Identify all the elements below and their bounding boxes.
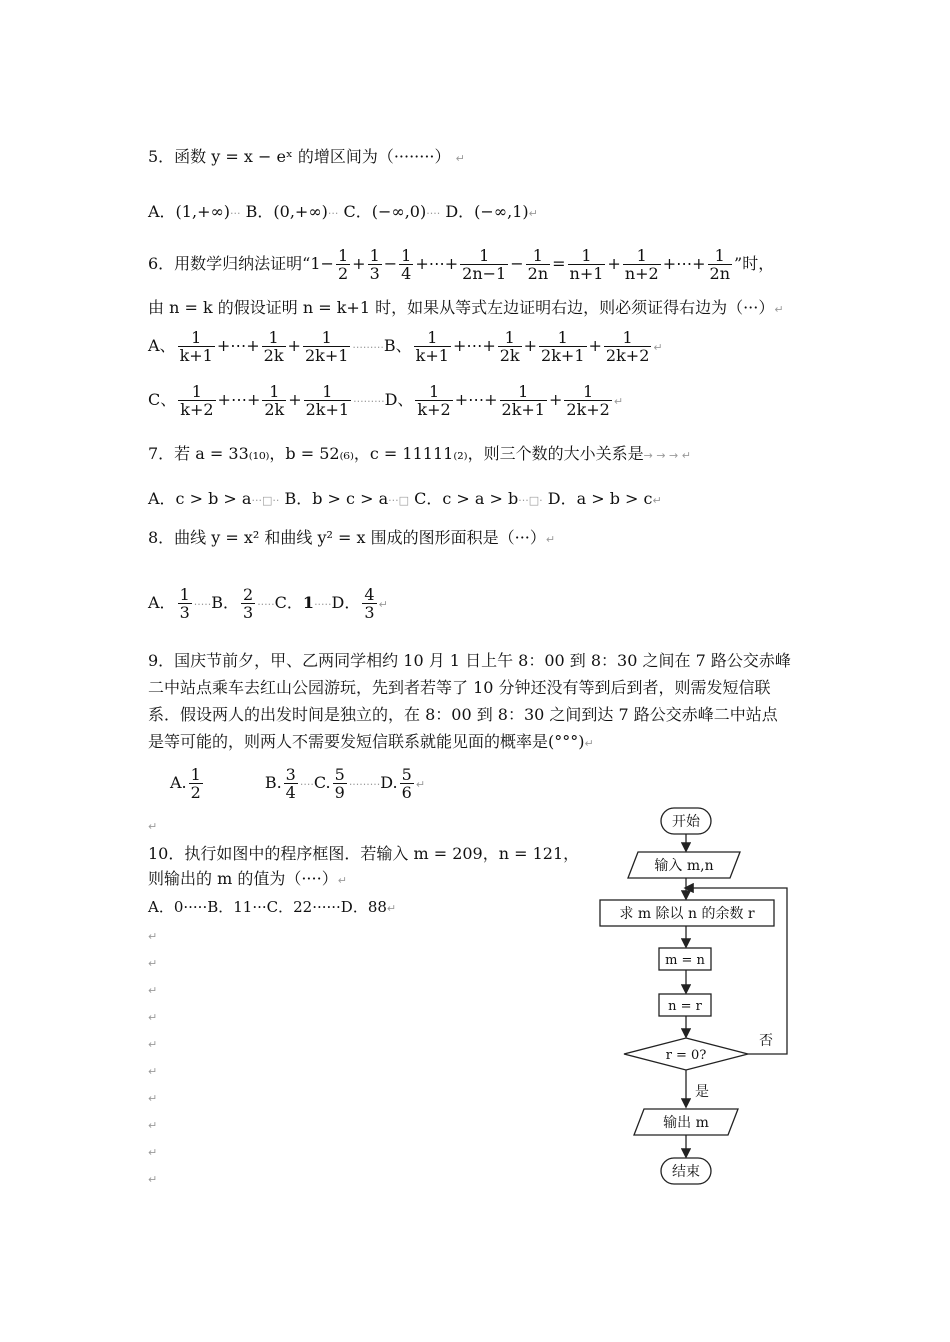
q10-line-2: 则输出的 m 的值为（····）↵ [148, 869, 347, 888]
para-mark: ↵ [148, 820, 158, 833]
flowchart [590, 800, 800, 1190]
flow-assign-m-label: m = n [665, 953, 705, 968]
q7-stem: 7．若 a = 33₍₁₀₎，b = 52₍₆₎，c = 11111₍₂₎，则三个数的大小关系是→ → → ↵ [148, 444, 691, 463]
para-mark: ↵ [148, 930, 158, 943]
q5-stem: 5．函数 y = x − eˣ 的增区间为（········） ↵ [148, 147, 465, 166]
q9-line-2: 二中站点乘车去红山公园游玩，先到者若等了 10 分钟还没有等到后到者，则需发短信联 [148, 678, 771, 697]
q7-option-a: A．c > b > a [148, 489, 252, 508]
q6-line2: 由 n = k 的假设证明 n = k+1 时，如果从等式左边证明右边，则必须证得右边为（···）↵ [148, 298, 784, 317]
para-mark: ↵ [148, 1092, 158, 1105]
q7-option-c: C．c > a > b [414, 489, 519, 508]
flow-assign-n-label: n = r [668, 999, 702, 1014]
q6-stem: 6．用数学归纳法证明“1− $\frac{1}{2}$ + $\frac{1}{3}$ − $\frac{1}{4}$ +⋯+ $\frac{1}{2n-1}$ − $\frac{1}{2n}$ = $\frac{1}{n+1}$ + $\frac{1}{n+2}$ +⋯+ $\frac{1}{2n}$ ”时， [148, 246, 775, 283]
para-mark: ↵ [148, 1119, 158, 1132]
q10-line-1: 10．执行如图中的程序框图．若输入 m = 209，n = 121， [148, 844, 580, 863]
flow-end-label: 结束 [672, 1164, 700, 1180]
q6-options-cd: C、 $\frac{1}{k+2}$ +⋯+ $\frac{1}{2k}$ + $\frac{1}{2k+1}$ ·········D、 $\frac{1}{k+2}$ +⋯+ $\frac{1}{2k+1}$ + $\frac{1}{2k+2}$ ↵ [148, 382, 624, 419]
para-mark: ↵ [148, 1038, 158, 1051]
para-mark: ↵ [148, 957, 158, 970]
q5-option-a: A．(1,+∞) [148, 202, 231, 221]
q7-option-b: B．b > c > a [284, 489, 389, 508]
flow-remainder-label: 求 m 除以 n 的余数 r [619, 906, 755, 922]
q5-options: A．(1,+∞)··· B．(0,+∞)··· C．(−∞,0)···· D．(−∞,1)↵ [148, 202, 538, 221]
q7-option-d: D．a > b > c [547, 489, 653, 508]
q6-options-ab: A、 $\frac{1}{k+1}$ +⋯+ $\frac{1}{2k}$ + $\frac{1}{2k+1}$ ·········B、 $\frac{1}{k+1}$ +⋯+ $\frac{1}{2k}$ + $\frac{1}{2k+1}$ + $\frac{1}{2k+2}$ ↵ [148, 328, 663, 365]
q10-options: A．0·····B．11···C．22······D．88↵ [148, 898, 397, 916]
q8-stem: 8．曲线 y = x² 和曲线 y² = x 围成的图形面积是（···）↵ [148, 528, 556, 547]
q5-option-b: B．(0,+∞) [245, 202, 328, 221]
q9-line-4: 是等可能的，则两人不需要发短信联系就能见面的概率是(°°°)↵ [148, 732, 594, 751]
flow-yes-label: 是 [695, 1084, 709, 1100]
flow-no-label: 否 [759, 1033, 773, 1049]
q5-option-c: C．(−∞,0) [343, 202, 427, 221]
flow-start-label: 开始 [672, 814, 700, 830]
q9-options: A. $\frac{1}{2}$ B. $\frac{3}{4}$ ····C. $\frac{5}{9}$ ·········D. $\frac{5}{6}$ ↵ [170, 765, 426, 802]
para-mark: ↵ [148, 984, 158, 997]
q7-options: A．c > b > a···□·· B．b > c > a···□ C．c > a > b···□· D．a > b > c↵ [148, 489, 662, 508]
q8-options: A． $\frac{1}{3}$ ·····B． $\frac{2}{3}$ ·····C．1·····D． $\frac{4}{3}$ ↵ [148, 585, 388, 622]
q9-line-3: 系．假设两人的出发时间是独立的，在 8：00 到 8：30 之间到达 7 路公交赤峰二中站点 [148, 705, 778, 724]
q5-option-d: D．(−∞,1) [445, 202, 529, 221]
para-mark: ↵ [148, 1011, 158, 1024]
para-mark: ↵ [148, 1065, 158, 1078]
para-mark: ↵ [148, 1173, 158, 1186]
flow-decision-label: r = 0? [665, 1048, 707, 1063]
para-mark: ↵ [148, 1146, 158, 1159]
flow-input-label: 输入 m,n [654, 858, 714, 874]
flow-output-label: 输出 m [663, 1115, 709, 1131]
q9-line-1: 9．国庆节前夕，甲、乙两同学相约 10 月 1 日上午 8：00 到 8：30 之间在 7 路公交赤峰 [148, 651, 791, 670]
